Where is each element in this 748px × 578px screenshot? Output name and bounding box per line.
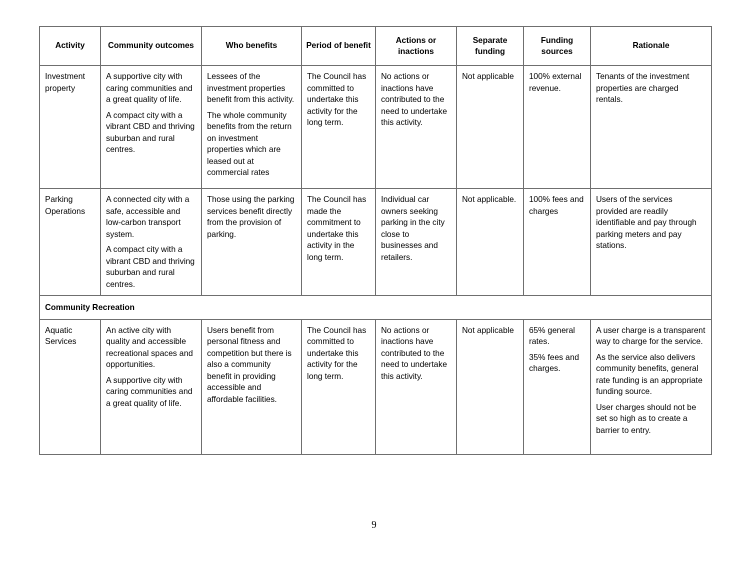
beneficiaries-cell xyxy=(202,189,302,296)
outcomes-cell xyxy=(101,319,202,454)
outcomes-cell xyxy=(101,66,202,189)
outcome-text: A compact city with a vibrant CBD and thriving suburban and rural centres. xyxy=(106,245,195,289)
funding-text: 35% fees and charges. xyxy=(529,352,580,373)
table-row xyxy=(40,319,712,454)
outcomes-cell xyxy=(101,189,202,296)
table-row xyxy=(40,189,712,296)
rationale-cell xyxy=(591,319,712,454)
funding-sources-cell xyxy=(524,66,591,189)
funding-table xyxy=(39,26,712,455)
beneficiaries-cell xyxy=(202,66,302,189)
funding-text: 100% external revenue. xyxy=(529,72,582,93)
activity-cell: Investment property xyxy=(40,66,101,189)
outcome-text: A compact city with a vibrant CBD and thriving suburban and rural centres. xyxy=(106,110,195,154)
beneficiary-text: Lessees of the investment properties benefit from this activity. xyxy=(207,72,295,104)
col-header-who-benefits: Who benefits xyxy=(202,27,302,66)
separate-funding-cell: Not applicable. xyxy=(457,189,524,296)
section-header-row xyxy=(40,296,712,320)
rationale-cell xyxy=(591,66,712,189)
rationale-text: As the service also delivers community benefits, general rate funding is an appropriate funding source. xyxy=(596,352,703,396)
outcome-text: A connected city with a safe, accessible and low-carbon transport system. xyxy=(106,195,190,239)
col-header-community-outcomes: Community outcomes xyxy=(101,27,202,66)
outcome-text: A supportive city with caring communities and a great quality of life. xyxy=(106,375,193,408)
actions-cell: No actions or inactions have contributed to the need to undertake this activity. xyxy=(376,66,457,189)
outcome-text: A supportive city with caring communities and a great quality of life. xyxy=(106,72,193,104)
separate-funding-cell: Not applicable xyxy=(457,66,524,189)
page-number: 9 xyxy=(371,520,377,531)
rationale-text: User charges should not be set so high as to create a barrier to entry. xyxy=(596,402,697,435)
period-cell: The Council has committed to undertake this activity for the long term. xyxy=(302,66,376,189)
header-row xyxy=(40,27,712,66)
funding-text: 65% general rates. xyxy=(529,325,575,346)
period-cell: The Council has committed to undertake this activity for the long term. xyxy=(302,319,376,454)
rationale-cell xyxy=(591,189,712,296)
col-header-separate-funding: Separate funding xyxy=(457,27,524,66)
actions-cell: Individual car owners seeking parking in the city close to businesses and retailers. xyxy=(376,189,457,296)
beneficiary-text: Those using the parking services benefit directly from the provision of parking. xyxy=(207,195,295,239)
col-header-rationale: Rationale xyxy=(591,27,712,66)
col-header-activity: Activity xyxy=(40,27,101,66)
separate-funding-cell: Not applicable xyxy=(457,319,524,454)
beneficiary-text: The whole community benefits from the return on investment properties which are leased out at commercial rates xyxy=(207,110,292,177)
table-row xyxy=(40,66,712,189)
funding-sources-cell xyxy=(524,189,591,296)
section-title: Community Recreation xyxy=(40,296,712,320)
funding-text: 100% fees and charges xyxy=(529,195,584,216)
period-cell: The Council has made the commitment to undertake this activity in the long term. xyxy=(302,189,376,296)
rationale-text: Tenants of the investment properties are charged rentals. xyxy=(596,72,690,104)
funding-sources-cell xyxy=(524,319,591,454)
beneficiaries-cell xyxy=(202,319,302,454)
activity-cell: Parking Operations xyxy=(40,189,101,296)
rationale-text: Users of the services provided are readily identifiable and pay through parking meters and pay stations. xyxy=(596,195,697,250)
activity-cell: Aquatic Services xyxy=(40,319,101,454)
actions-cell: No actions or inactions have contributed to the need to undertake this activity. xyxy=(376,319,457,454)
col-header-actions-or-inactions: Actions or inactions xyxy=(376,27,457,66)
rationale-text: A user charge is a transparent way to charge for the service. xyxy=(596,325,706,346)
beneficiary-text: Users benefit from personal fitness and competition but there is also a community benefit in providing accessible and affordable facilities. xyxy=(207,325,292,404)
col-header-funding-sources: Funding sources xyxy=(524,27,591,66)
col-header-period-of-benefit: Period of benefit xyxy=(302,27,376,66)
outcome-text: An active city with quality and accessible recreational spaces and opportunities. xyxy=(106,325,193,369)
